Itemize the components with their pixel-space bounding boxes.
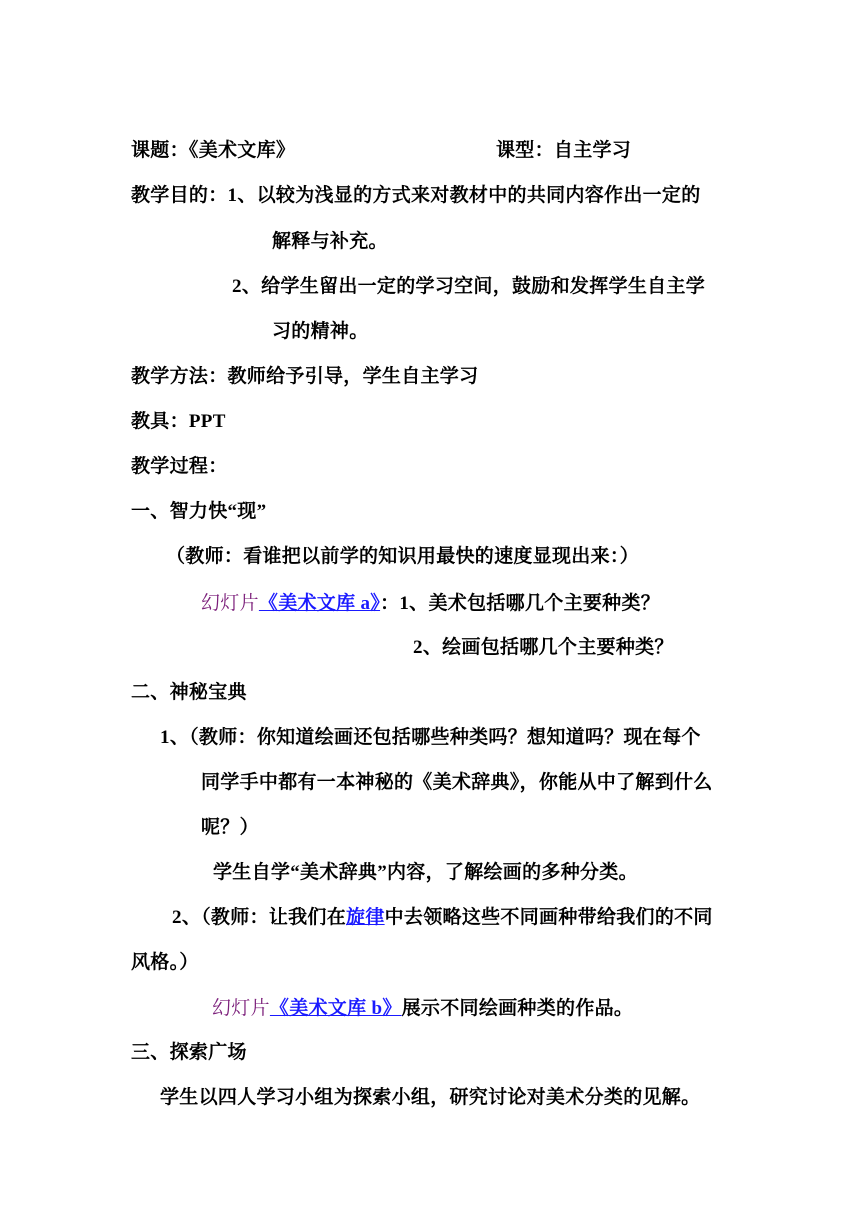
point-2-text-before: 、（教师：让我们在 bbox=[181, 907, 347, 928]
slide-prefix-b: 幻灯片 bbox=[212, 997, 270, 1019]
section-3-title: 三、探索广场 bbox=[131, 1042, 247, 1063]
point-2-number: 2 bbox=[172, 907, 182, 928]
process-label: 教学过程： bbox=[131, 456, 228, 477]
section-3-text: 学生以四人学习小组为探索小组，研究讨论对美术分类的见解。 bbox=[160, 1087, 701, 1108]
point-1-line-3: 呢？） bbox=[201, 817, 259, 838]
question-1-text: 、美术包括哪几个主要种类？ bbox=[409, 593, 661, 614]
slide-b-description: 展示不同绘画种类的作品。 bbox=[401, 998, 634, 1019]
point-1-line-2: 同学手中都有一本神秘的《美术辞典》，你能从中了解到什么 bbox=[201, 772, 713, 793]
point-1-student-activity: 学生自学“美术辞典”内容，了解绘画的多种分类。 bbox=[213, 862, 638, 883]
objective-1-continuation: 解释与补充。 bbox=[272, 231, 388, 252]
slide-link-a[interactable]: 《美术文库 a》 bbox=[258, 593, 381, 614]
teaching-tools bbox=[131, 409, 226, 435]
lesson-type-label: 课型：自主学习 bbox=[496, 140, 632, 161]
point-2-line-2: 风格。） bbox=[131, 952, 199, 973]
section-2-slide-line bbox=[212, 995, 633, 1022]
objective-1-number: 1 bbox=[227, 185, 238, 206]
objective-2-text: 、给学生留出一定的学习空间，鼓励和发挥学生自主学 bbox=[241, 276, 706, 297]
objectives-label: 教学目的： bbox=[131, 185, 228, 206]
section-2-point-2 bbox=[172, 905, 713, 931]
section-1-teacher-prompt: （教师：看谁把以前学的知识用最快的速度显现出来：） bbox=[166, 546, 640, 567]
slide-prefix-a: 幻灯片 bbox=[201, 592, 259, 614]
slide-link-b[interactable]: 《美术文库 b》 bbox=[269, 998, 402, 1019]
objective-line-2 bbox=[232, 274, 705, 300]
point-2-text-after: 中去领略这些不同画种带给我们的不同 bbox=[384, 907, 713, 928]
section-2-title: 二、神秘宝典 bbox=[131, 682, 247, 703]
teaching-method: 教学方法：教师给予引导，学生自主学习 bbox=[131, 366, 479, 387]
question-2-number: 2 bbox=[413, 637, 423, 658]
point-1-number: 1 bbox=[160, 727, 170, 748]
section-2-point-1 bbox=[160, 725, 701, 751]
section-1-question-2 bbox=[413, 635, 674, 661]
objective-2-number: 2 bbox=[232, 276, 242, 297]
section-1-slide-line bbox=[201, 590, 660, 617]
question-2-text: 、绘画包括哪几个主要种类？ bbox=[422, 637, 674, 658]
tools-value: PPT bbox=[188, 411, 226, 432]
section-1-title: 一、智力快“现” bbox=[131, 501, 267, 522]
objective-line-1 bbox=[131, 183, 701, 209]
topic-label: 课题：《美术文库》 bbox=[131, 140, 296, 161]
tools-label: 教具： bbox=[131, 411, 189, 432]
melody-link[interactable]: 旋律 bbox=[346, 907, 385, 928]
objective-2-continuation: 习的精神。 bbox=[272, 321, 369, 342]
question-1-number: ：1 bbox=[380, 593, 410, 614]
objective-1-text: 、以较为浅显的方式来对教材中的共同内容作出一定的 bbox=[237, 185, 701, 206]
point-1-text: 、（教师：你知道绘画还包括哪些种类吗？想知道吗？现在每个 bbox=[169, 727, 701, 748]
